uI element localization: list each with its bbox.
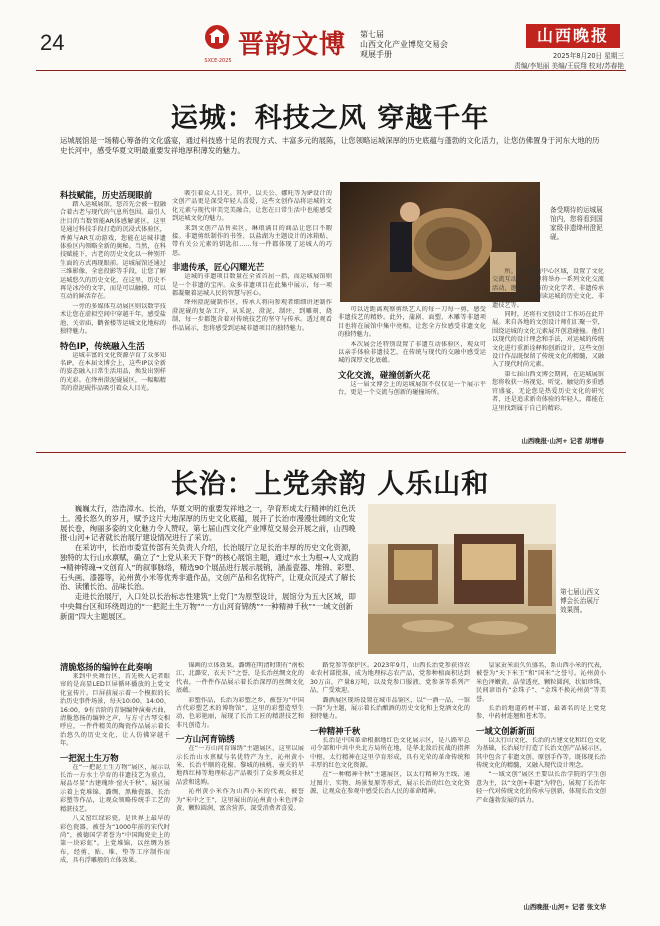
- exhibition-hall-photo: [368, 504, 556, 654]
- body-text: 彩塑作品，长治为彩塑之乡，被誉为“中国古代彩塑艺术的博物馆”，这里的彩塑造型生动，色彩艳丽，展现了长治工匠的精湛技艺和非凡创造力。: [176, 696, 304, 729]
- body-text: 在“一方山河育锦绣”主题展区，这里以展示长治山水禀赋与名优特产为主，沁州黄小米、长治平顺的花椒、黎城的核桃、壶关的旱地西红柿等地理标志产品吸引了众多观众驻足品尝和选购。: [176, 745, 304, 786]
- article-headline: 长治：上党余韵 人乐山和: [170, 469, 490, 500]
- body-text: 路党参等保护区。2023年9月，山西长治党参获得农业农村部批准，成为地理标志农产品，党参种植面积达到30万亩，产量8万吨，以及党参口服液、党参茶等系列产品，广受欢迎。: [310, 662, 470, 695]
- body-text: 八义窑红绿彩瓷，是世界上最早的彩色瓷器，被誉为“1000年前的宋代时尚”，被德国学者誉为“中国陶瓷史上的第一块彩虹”。上党堆锦，以丝绸为基布，经剪、贴、堆、垫等工序制作而成，具有浮雕般的立体效果。: [60, 815, 170, 865]
- body-text: 锦画的立体效果。潞绸在明清时期有“南松江，北潞安，衣天下”之誉，是长治丝绸文化的代表，一件件作品展示着长治深厚的丝绸文化底蕴。: [176, 662, 304, 695]
- editor-credits: 责编/李旭丽 美编/王辰翔 校对/苏春艳: [514, 62, 624, 70]
- expo-name: 山西文化产业博览交易会: [360, 40, 448, 49]
- special-section-title: 晋韵文博: [238, 30, 347, 60]
- expo-logo-icon: [200, 22, 234, 56]
- article1-column-4: [492, 268, 604, 436]
- expo-handbook: 观展手册: [360, 50, 392, 59]
- section-heading: 特色IP，传统融入生活: [60, 340, 145, 351]
- newspaper-masthead: 山西晚报: [526, 24, 620, 48]
- section-divider: [36, 452, 626, 453]
- article2-column-2: [176, 662, 304, 912]
- byline: 山西晚报·山河+ 记者 胡增春: [521, 437, 604, 445]
- section-heading: 清脆悠扬的编钟在此奏响: [60, 662, 153, 672]
- body-text: 长治是中国革命根据地红色文化展示区，是八路军总司令部和中共中央北方局所在地，是华北敌后抗战的指挥中枢，太行精神在这里孕育形成，具有光荣的革命传统和丰厚的红色文化资源。: [310, 736, 470, 770]
- body-text: “一域文创”展区主要以长治学院的学生创意为主，以“文创+非遗”为特色，展现了长治年轻一代对传统文化的传承与创新，体现长治文创产业蓬勃发展的活力。: [476, 771, 606, 804]
- photo-caption: 第七届山西文博会长治展厅效果图。: [560, 588, 600, 614]
- article-headline: 运城：科技之风 穿越千年: [170, 103, 490, 134]
- body-text: 运城的非遗项目数量在全省首屈一指，而运城展馆则是一个非遗的宝库。众多非遗项目在此集中展示，每一项都凝聚着运城人民的智慧与匠心。: [172, 273, 332, 298]
- logo-caption: SXCE·2025: [204, 58, 232, 64]
- page-header: [0, 0, 660, 70]
- section-heading: 文化交流，碰撞创新火花: [338, 369, 431, 380]
- body-text: 踏入运城展馆，您首先会被一股融合着古老与现代的气息所包围。最引人注目的当数智能AR体感解谜区，这里是通过科技手段打造的沉浸式体验区，香蕉与AR互动游戏，您能在运城非遗体验区内领略全新的奥秘。当然，在科技赋能下，古老的历史文化以一种别开生面的方式再现眼前。运城展馆还通过三维影像、全息投影等手段，让您了解运城悠久的历史文化，在这里，历史不再是冰冷的文字，而是可以触摸、可以互动的鲜活存在。: [60, 201, 166, 301]
- section-heading: 一种精神千秋: [310, 725, 361, 736]
- article-lead: 运城展馆是一场精心筹备的文化盛宴，通过科技感十足的表现方式、丰富多元的展陈，让您领略运城深厚的历史底蕴与蓬勃的文化活力，让您仿佛置身于河东大地的历史长河中，感受华夏文明最重要发祥地厚积薄发的魅力。: [60, 136, 600, 155]
- body-text: 吸引着众人目光。其中，以关公、娜吒等为IP设计的文创产品更是深受年轻人喜爱，这些文创作品将运城的文化元素与现代审美完美融合，让您在日常生活中也能感受到运城文化的魅力。: [172, 190, 332, 223]
- body-text: 在“一种精神千秋”主题展区，以太行精神为主线，通过图片、实物、场景复原等形式，展示长治的红色文化资源，让观众在参观中感受长治人民的革命精神。: [310, 771, 470, 796]
- article2-lead-block: [60, 504, 360, 654]
- body-text: 同时，还将有文创设计工作坊在此开展。来自各地的文创设计师们汇聚一堂，围绕运城的文化元素展开创意碰撞。他们以现代的设计理念和手法，对运城的传统文化进行重新诠释和创新设计，这些文创设计作品既保留了传统文化的精髓，又融入了现代时尚元素。: [492, 311, 604, 369]
- body-text: 一旁的多媒体互动展区则以数字技术让您在虚拟空间中穿越千年，感受盐池、关帝庙、鹳雀楼等运城文化地标的独特魅力。: [60, 302, 166, 336]
- body-text: 可以近距离观察剪纸艺人的每一刀每一剪，感受非遗技艺的精妙。此外，蒲剧、面塑、木雕等非遗项目也将在展馆中集中亮相，让您全方位感受非遗文化的独特魅力。: [338, 306, 486, 339]
- byline: 山西晚报·山河+ 记者 张文华: [523, 903, 606, 911]
- section-heading: 科技赋能，历史活现眼前: [60, 190, 153, 200]
- article-lead: 巍巍太行，浩浩漳水。长治，华夏文明的重要发祥地之一，孕育形成太行精神的红色沃土。漫长悠久的岁月，赋予这片大地深厚的历史文化底蕴，展开了长治市漫漫壮阔的文化发展长卷，绚丽多姿的文化魅力令人赞叹。第七届山西文化产业博览交易会开展之前，山西晚报·山河+记者就长治展厅建设情况进行了采访。: [60, 504, 356, 543]
- article2-column-3: [310, 662, 470, 912]
- body-text: 第七届山西文博会期间，在运城展馆您将收获一场视觉、听觉、触觉的多重感官盛宴，无论您是热爱历史文化的研究者，还是追求新奇体验的年轻人，都能在这里找到属于自己的精彩。: [492, 370, 604, 412]
- body-text: 以太行山文化、长治的古建文化和红色文化为基础，长治展厅打造了长治文创产品展示区，其中包含了非遗文创、原创手作等，既体现长治传统文化的精髓，又融入现代设计理念。: [476, 736, 606, 770]
- section-heading: 非遗传承，匠心闪耀光芒: [172, 262, 265, 273]
- article1-column-1: [60, 190, 166, 446]
- body-text: 在“一把泥土生万物”展区，展示以长治一方水土孕育的非遗技艺为重点，展品尽显“古建瑰珍·窑火千秋”。展区展示着上党堆锦、潞绸、黑釉瓷器、长治彩塑等作品，让观众领略传统手工艺的精湛技艺。: [60, 763, 170, 813]
- article-lead: 走进长治展厅，入口处以长治标志性建筑“上党门”为原型设计，展馆分为五大区域，即中央舞台区和环绕周边的“一把泥土生万物”“一方山河育锦绣”“一种精神千秋”“一域文创新新面”四大主题展区。: [60, 592, 356, 621]
- section-heading: 一方山河育锦绣: [176, 734, 235, 745]
- body-text: 运城丰富的文化资源孕育了众多知名IP，在本届文博会上，这些IP以全新的姿态融入日常生活用品，焕发出别样的光彩。在绛州澄泥砚展区，一幅幅精美的澄泥砚作品吸引着众人目光。: [60, 351, 166, 393]
- body-text: 来到文创产品售卖区，琳琅满目的商品让您目不暇接。非遗剪纸制作的书签、以盐湖为主题设计的冰箱贴、带有关公元素的钥匙扣……每一件都体现了运城人的巧思。: [172, 224, 332, 257]
- issue-date: 2025年8月20日 星期三: [552, 52, 624, 60]
- body-text: 长治的地道药材丰富，最著名的是上党党参、中药材连翘和苍术等。: [476, 705, 606, 721]
- section-heading: 一把泥土生万物: [60, 752, 119, 763]
- article-lead: 在采访中，长治市委宣传部有关负责人介绍，长治展厅立足长治丰厚的历史文化资源，独特的太行山水禀赋，确立了“上党从来天下脊”的核心展馆主题，通过“水土为根→人文成韵→精神铸魂→文创育人”的叙事脉络，精选90个展品进行展示展销，涵盖瓷器、堆锦、彩塑、石头画、漆器等，沁州黄小米等优秀非遗作品，文创产品和名优特产，让观众沉浸式了解长治、读懂长治、品味长治。: [60, 543, 360, 592]
- body-text: 本次展会还特别设置了非遗互动体验区，观众可以亲手体验非遗技艺，在传统与现代的交融中感受运城的深厚文化底蕴。: [338, 340, 486, 365]
- body-text: 潞酒展区现场设置在城市品鉴区，以“一酒一品、一馆一韵”为主题，展示着长治酿酒的历史文化和上党酒文化的独特魅力。: [310, 696, 470, 721]
- body-text: 所。在展馆的中心区域，设置了文化交流互动区，这里将举办一系列文化交流活动，邀请运城市的文化学者、非遗传承人等，为您深入解读运城的历史文化、非遗技艺等。: [492, 268, 604, 309]
- expo-session: 第七届: [360, 30, 384, 39]
- header-divider: [36, 70, 626, 71]
- body-text: 这一届文博会上的运城展馆不仅仅是一个展示平台，更是一个交流与创新的碰撞场所。: [338, 380, 486, 397]
- section-heading: 一域文创新新面: [476, 725, 535, 736]
- photo-caption: 备受期待的运城展馆内，您将看到国家级非遗绛州澄泥砚。: [550, 206, 603, 241]
- page-number: 24: [40, 30, 65, 55]
- body-text: 绛州澄泥砚制作区，传承人将向参观者细细讲述制作澄泥砚的复杂工序，从采泥、澄泥、制坯、到雕刻、烧制，每一步都饱含着对传统技艺的坚守与传承。透过观看作品展示，您将感受到运城非遗项目的独特魅力。: [172, 299, 332, 332]
- body-text: 来到中央舞台区，首先映入记者眼帘的是高显LED巨屏循环播放的上党文化宣传片。巨屏前展示着一个模拟的长治历史事件场景，每天10:00、14:00、16:00，9有音阶的青铜编钟演奏古曲，清脆悠扬的编钟之声，与方寸古琴交相呼应，一件件精美的陶瓷作品展示着长治悠久的历史文化，让人仿佛穿越千年。: [60, 673, 170, 748]
- article2-column-1: [60, 662, 170, 912]
- body-text: 沁州黄小米作为山西小米的代表，被誉为“米中之王”，这里展出的沁州黄小米色泽金黄、颗粒圆润，富含营养，深受消费者喜爱。: [176, 788, 304, 813]
- article1-column-2: [172, 190, 332, 446]
- article2-column-4: [476, 662, 606, 900]
- article1-column-3: [338, 306, 486, 446]
- body-text: 皇家贡米而久负盛名，系山西小米的代表，被誉为“天下米王”和“国米”之誉号。沁州黄小米色泽嫩黄，晶莹透亮，颗粒圆润，状如珍珠，民间谚语有“金珠子”、“金珠不换沁州黄”等美誉。: [476, 662, 606, 703]
- expo-info: [360, 30, 470, 60]
